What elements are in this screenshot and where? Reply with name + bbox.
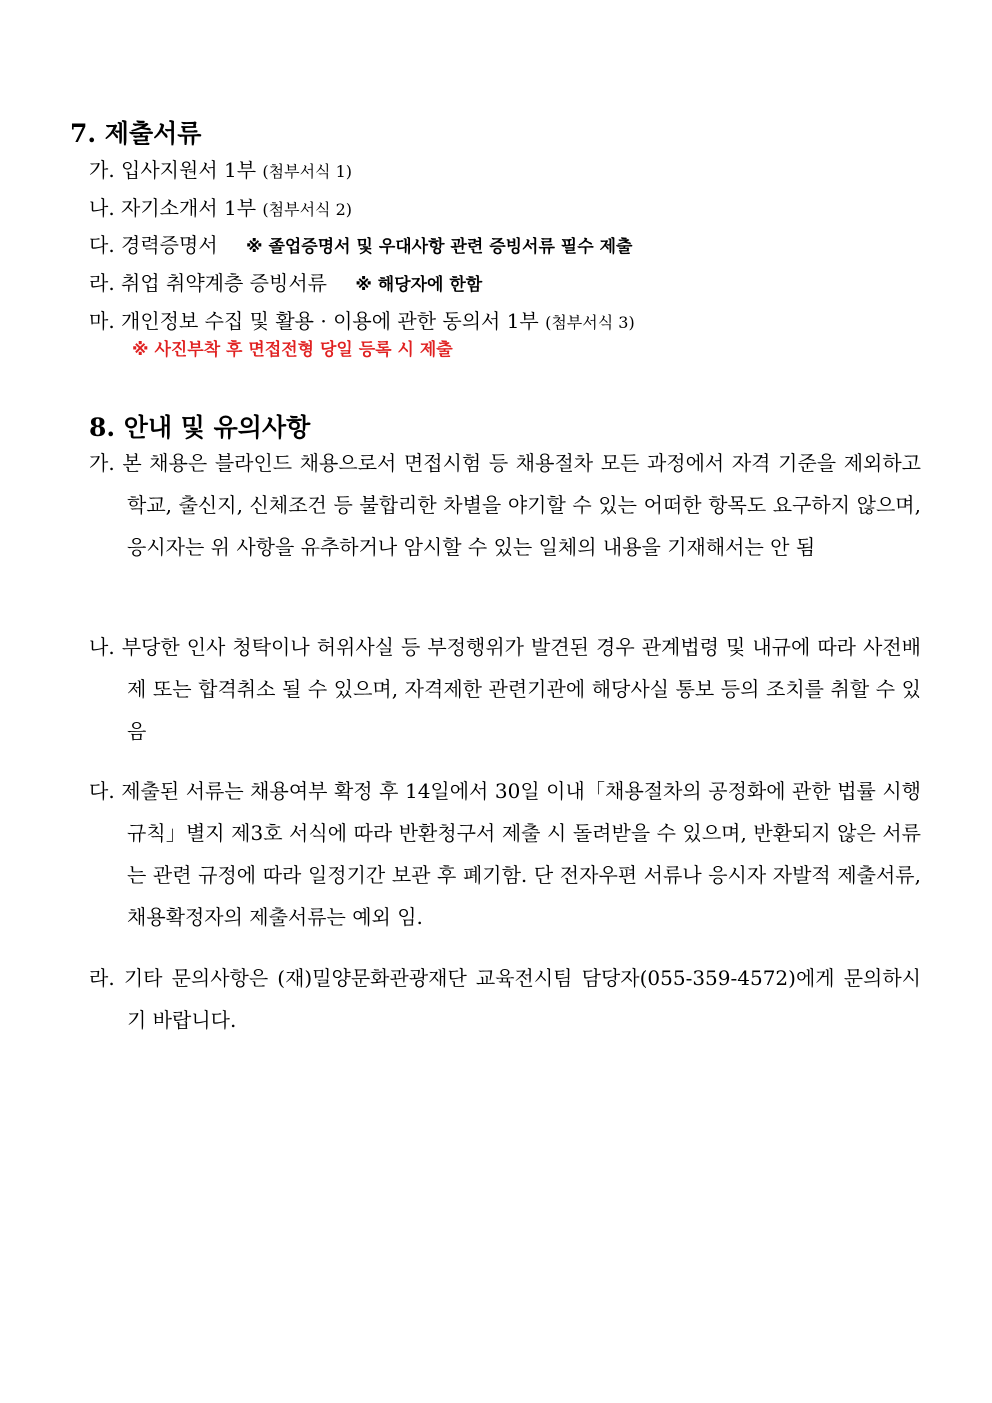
item-note: ※ 해당자에 한함 — [355, 275, 483, 295]
item-attachment-ref: (첨부서식 3) — [545, 313, 635, 332]
item-note: ※ 졸업증명서 및 우대사항 관련 증빙서류 필수 제출 — [246, 237, 633, 257]
item-red-note: ※ 사진부착 후 면접전형 당일 등록 시 제출 — [132, 340, 453, 360]
item-text: 취업 취약계층 증빙서류 — [121, 271, 327, 295]
item-text: 제출된 서류는 채용여부 확정 후 14일에서 30일 이내「채용절차의 공정화에 관한 법률 시행규칙」별지 제3호 서식에 따라 반환청구서 제출 시 돌려받을 수 있으며, 반환되지 않은 서류는 관련 규정에 따라 일정기간 보관 후 폐기함. 단 전자우편 서류나 응시자 자발적 제출서류, 채용확정자의 제출서류는 예외 임. — [121, 779, 922, 929]
item-label: 마. — [89, 309, 115, 333]
item-text: 개인정보 수집 및 활용 · 이용에 관한 동의서 1부 — [121, 309, 539, 333]
list-item-8a — [89, 442, 921, 568]
item-label: 가. — [89, 451, 115, 475]
item-label: 라. — [89, 271, 115, 295]
list-item-8c — [89, 770, 921, 938]
item-label: 나. — [89, 635, 115, 659]
item-label: 가. — [89, 158, 115, 182]
item-text: 기타 문의사항은 (재)밀양문화관광재단 교육전시팀 담당자(055-359-4572)에게 문의하시기 바랍니다. — [123, 966, 921, 1032]
item-attachment-ref: (첨부서식 2) — [262, 200, 352, 219]
list-item-7c — [89, 232, 632, 260]
item-text: 본 채용은 블라인드 채용으로서 면접시험 등 채용절차 모든 과정에서 자격 기준을 제외하고 학교, 출신지, 신체조건 등 불합리한 차별을 야기할 수 있는 어떠한 항목도 요구하지 않으며, 응시자는 위 사항을 유추하거나 암시할 수 있는 일체의 내용을 기재해서는 안 됨 — [122, 451, 921, 559]
item-label: 다. — [89, 233, 115, 257]
item-text: 부당한 인사 청탁이나 허위사실 등 부정행위가 발견된 경우 관계법령 및 내규에 따라 사전배제 또는 합격취소 될 수 있으며, 자격제한 관련기관에 해당사실 통보 등의 조치를 취할 수 있음 — [121, 635, 921, 743]
item-text: 자기소개서 1부 — [121, 196, 257, 220]
section-7-title: 7. 제출서류 — [70, 119, 202, 148]
item-label: 라. — [89, 966, 115, 990]
item-attachment-ref: (첨부서식 1) — [262, 162, 352, 181]
list-item-7d — [89, 270, 482, 298]
list-item-7a — [89, 157, 352, 185]
item-text: 입사지원서 1부 — [121, 158, 257, 182]
item-label: 나. — [89, 196, 115, 220]
list-item-8b — [89, 626, 921, 752]
list-item-8d — [89, 957, 921, 1041]
list-item-7b — [89, 195, 352, 223]
item-text: 경력증명서 — [121, 233, 218, 257]
item-label: 다. — [89, 779, 115, 803]
section-8-title: 8. 안내 및 유의사항 — [89, 413, 311, 442]
list-item-7e — [89, 308, 635, 336]
